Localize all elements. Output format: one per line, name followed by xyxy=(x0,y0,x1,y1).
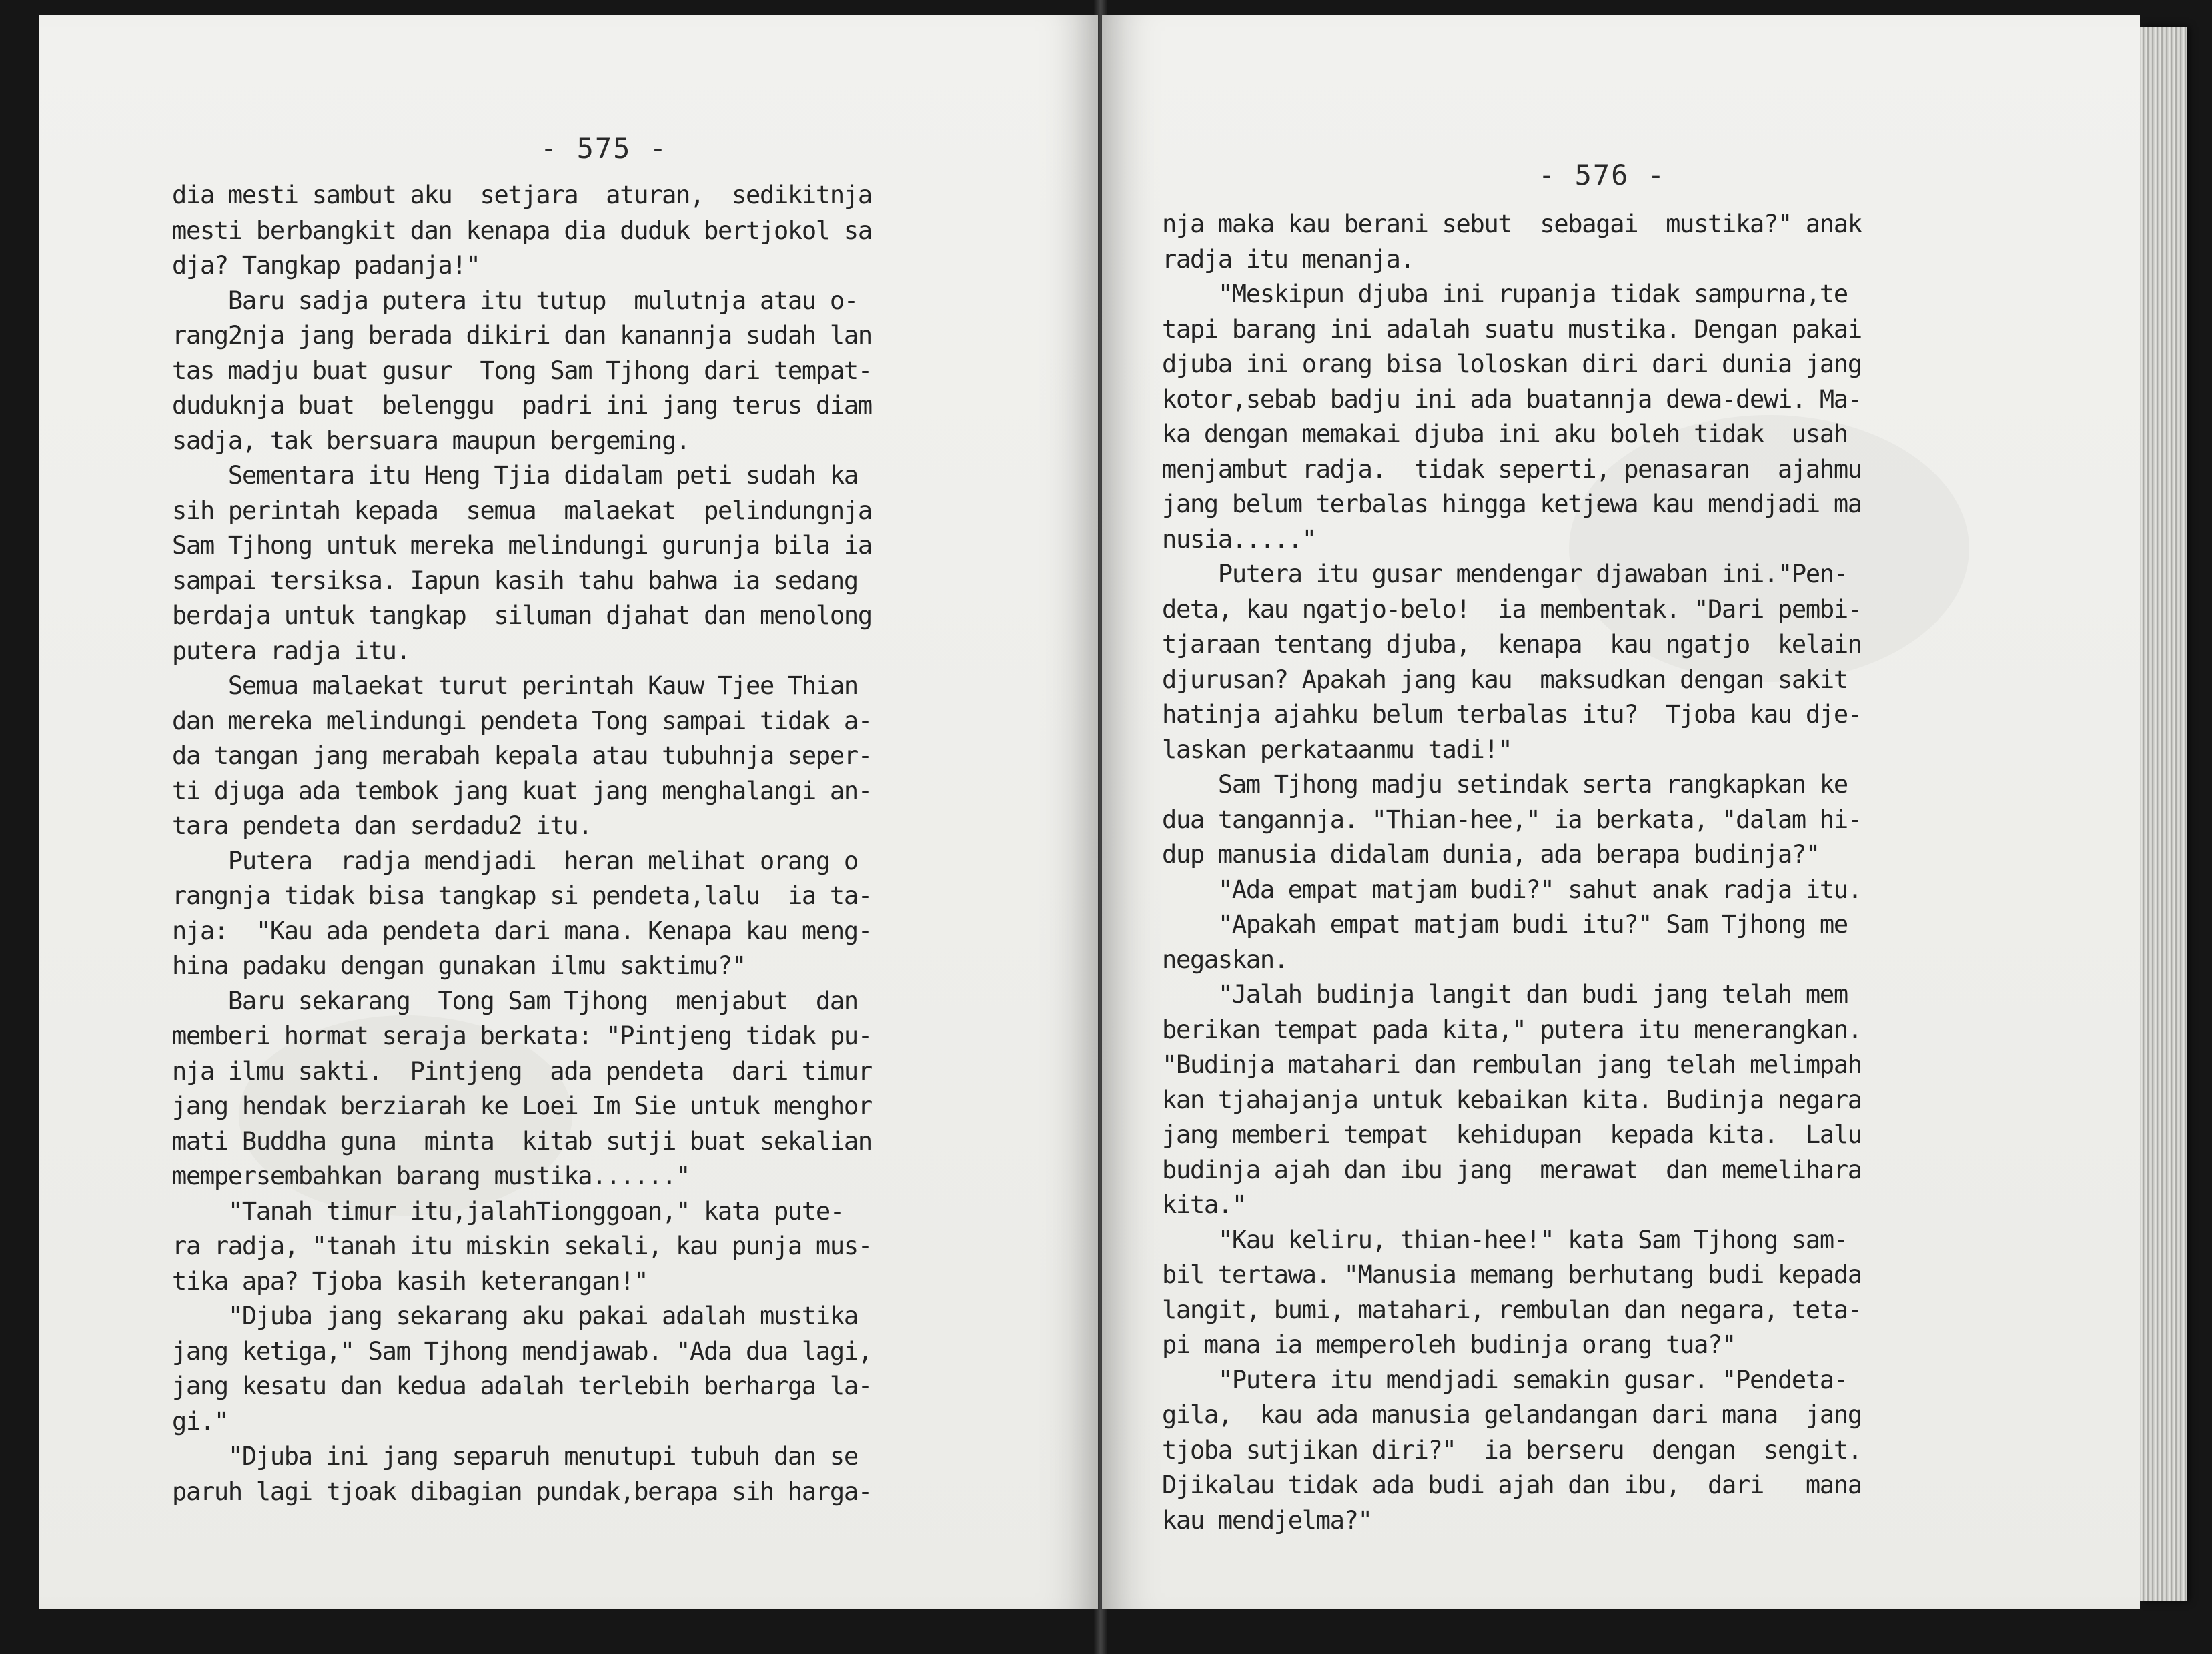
text-line: tapi barang ini adalah suatu mustika. Dengan pakai xyxy=(1162,314,1862,344)
right-page-text xyxy=(1162,207,2063,1538)
text-line: paruh lagi tjoak dibagian pundak,berapa sih harga- xyxy=(172,1477,872,1506)
text-line: Putera radja mendjadi heran melihat orang o xyxy=(172,846,858,875)
text-line: dan mereka melindungi pendeta Tong sampai tidak a- xyxy=(172,706,872,735)
left-page xyxy=(39,15,1098,1609)
text-line: "Djuba ini jang separuh menutupi tubuh dan se xyxy=(172,1442,858,1471)
text-line: ka dengan memakai djuba ini aku boleh tidak usah xyxy=(1162,420,1848,448)
text-line: tjaraan tentang djuba, kenapa kau ngatjo kelain xyxy=(1162,630,1862,659)
text-line: Putera itu gusar mendengar djawaban ini."Pen- xyxy=(1162,560,1848,588)
text-line: Sementara itu Heng Tjia didalam peti sudah ka xyxy=(172,461,858,490)
text-line: "Apakah empat matjam budi itu?" Sam Tjhong me xyxy=(1162,910,1848,939)
text-line: sih perintah kepada semua malaekat pelindungnja xyxy=(172,496,872,525)
text-line: berdaja untuk tangkap siluman djahat dan menolong xyxy=(172,601,872,630)
text-line: duduknja buat belenggu padri ini jang terus diam xyxy=(172,391,872,420)
text-line: "Kau keliru, thian-hee!" kata Sam Tjhong sam- xyxy=(1162,1225,1848,1254)
text-line: mati Buddha guna minta kitab sutji buat sekalian xyxy=(172,1126,872,1156)
text-line: "Budinja matahari dan rembulan jang telah melimpah xyxy=(1162,1050,1862,1079)
text-line: "Putera itu mendjadi semakin gusar. "Pendeta- xyxy=(1162,1365,1848,1394)
text-line: Semua malaekat turut perintah Kauw Tjee Thian xyxy=(172,671,858,700)
text-line: mesti berbangkit dan kenapa dia duduk bertjokol sa xyxy=(172,216,872,245)
text-line: tjoba sutjikan diri?" ia berseru dengan sengit. xyxy=(1162,1435,1862,1465)
text-line: "Ada empat matjam budi?" sahut anak radja itu. xyxy=(1162,875,1862,904)
text-line: budinja ajah dan ibu jang merawat dan memelihara xyxy=(1162,1155,1862,1184)
text-line: tara pendeta dan serdadu2 itu. xyxy=(172,811,592,840)
text-line: berikan tempat pada kita," putera itu menerangkan. xyxy=(1162,1015,1862,1044)
text-line: hina padaku dengan gunakan ilmu saktimu?" xyxy=(172,951,746,980)
text-line: mempersembahkan barang mustika......" xyxy=(172,1162,690,1190)
text-line: radja itu menanja. xyxy=(1162,244,1414,274)
page-number: - 576 - xyxy=(1538,159,1666,191)
text-line: putera radja itu. xyxy=(172,636,410,665)
text-line: "Tanah timur itu,jalahTionggoan," kata pute- xyxy=(172,1196,844,1226)
text-line: tika apa? Tjoba kasih keterangan!" xyxy=(172,1266,648,1296)
text-line: dia mesti sambut aku setjara aturan, sedikitnja xyxy=(172,181,872,210)
text-line: Baru sekarang Tong Sam Tjhong menjabut dan xyxy=(172,986,858,1015)
text-line: laskan perkataanmu tadi!" xyxy=(1162,735,1512,764)
text-line: djuba ini orang bisa loloskan diri dari dunia jang xyxy=(1162,350,1862,378)
text-line: "Jalah budinja langit dan budi jang telah mem xyxy=(1162,980,1848,1009)
right-page xyxy=(1102,15,2140,1609)
text-line: memberi hormat seraja berkata: "Pintjeng tidak pu- xyxy=(172,1021,872,1050)
page-number: - 575 - xyxy=(540,132,668,165)
text-line: kita." xyxy=(1162,1190,1246,1219)
text-line: da tangan jang merabah kepala atau tubuhnja seper- xyxy=(172,741,872,770)
text-line: jang ketiga," Sam Tjhong mendjawab. "Ada dua lagi, xyxy=(172,1336,872,1366)
text-line: jang memberi tempat kehidupan kepada kita. Lalu xyxy=(1162,1120,1862,1149)
page-edges xyxy=(2140,27,2187,1601)
text-line: deta, kau ngatjo-belo! ia membentak. "Dari pembi- xyxy=(1162,594,1862,624)
text-line: dja? Tangkap padanja!" xyxy=(172,251,480,280)
text-line: kotor,sebab badju ini ada buatannja dewa-dewi. Ma- xyxy=(1162,384,1862,414)
text-line: ti djuga ada tembok jang kuat jang menghalangi an- xyxy=(172,776,872,805)
text-line: nja: "Kau ada pendeta dari mana. Kenapa kau meng- xyxy=(172,916,872,945)
text-line: sampai tersiksa. Iapun kasih tahu bahwa ia sedang xyxy=(172,566,858,595)
text-line: gila, kau ada manusia gelandangan dari mana jang xyxy=(1162,1400,1862,1429)
text-line: rangnja tidak bisa tangkap si pendeta,lalu ia ta- xyxy=(172,881,872,910)
text-line: langit, bumi, matahari, rembulan dan negara, teta- xyxy=(1162,1295,1862,1324)
text-line: nja ilmu sakti. Pintjeng ada pendeta dari timur xyxy=(172,1056,872,1086)
text-line: gi." xyxy=(172,1406,228,1436)
text-line: menjambut radja. tidak seperti, penasaran ajahmu xyxy=(1162,454,1862,484)
text-line: Baru sadja putera itu tutup mulutnja atau o- xyxy=(172,286,858,315)
text-line: Djikalau tidak ada budi ajah dan ibu, dari mana xyxy=(1162,1471,1862,1499)
text-line: dua tangannja. "Thian-hee," ia berkata, "dalam hi- xyxy=(1162,805,1862,834)
text-line: djurusan? Apakah jang kau maksudkan dengan sakit xyxy=(1162,665,1848,694)
text-line: jang kesatu dan kedua adalah terlebih berharga la- xyxy=(172,1372,872,1400)
text-line: jang hendak berziarah ke Loei Im Sie untuk menghor xyxy=(172,1092,872,1120)
text-line: "Djuba jang sekarang aku pakai adalah mustika xyxy=(172,1302,858,1330)
text-line: sadja, tak bersuara maupun bergeming. xyxy=(172,426,690,455)
text-line: Sam Tjhong madju setindak serta rangkapkan ke xyxy=(1162,770,1848,799)
text-line: pi mana ia memperoleh budinja orang tua?" xyxy=(1162,1330,1736,1359)
text-line: nja maka kau berani sebut sebagai mustika?" anak xyxy=(1162,210,1862,238)
text-line: kan tjahajanja untuk kebaikan kita. Budinja negara xyxy=(1162,1085,1862,1114)
text-line: bil tertawa. "Manusia memang berhutang budi kepada xyxy=(1162,1260,1862,1289)
text-line: kau mendjelma?" xyxy=(1162,1505,1372,1535)
text-line: negaskan. xyxy=(1162,945,1288,974)
text-line: jang belum terbalas hingga ketjewa kau mendjadi ma xyxy=(1162,490,1862,518)
text-line: tas madju buat gusur Tong Sam Tjhong dari tempat- xyxy=(172,356,872,385)
text-line: hatinja ajahku belum terbalas itu? Tjoba kau dje- xyxy=(1162,700,1862,729)
text-line: Sam Tjhong untuk mereka melindungi gurunja bila ia xyxy=(172,531,872,560)
text-line: ra radja, "tanah itu miskin sekali, kau punja mus- xyxy=(172,1232,872,1260)
text-line: rang2nja jang berada dikiri dan kanannja sudah lan xyxy=(172,321,872,350)
text-line: dup manusia didalam dunia, ada berapa budinja?" xyxy=(1162,840,1820,869)
text-line: "Meskipun djuba ini rupanja tidak sampurna,te xyxy=(1162,280,1848,308)
text-line: nusia....." xyxy=(1162,524,1316,554)
left-page-text xyxy=(172,178,1066,1509)
